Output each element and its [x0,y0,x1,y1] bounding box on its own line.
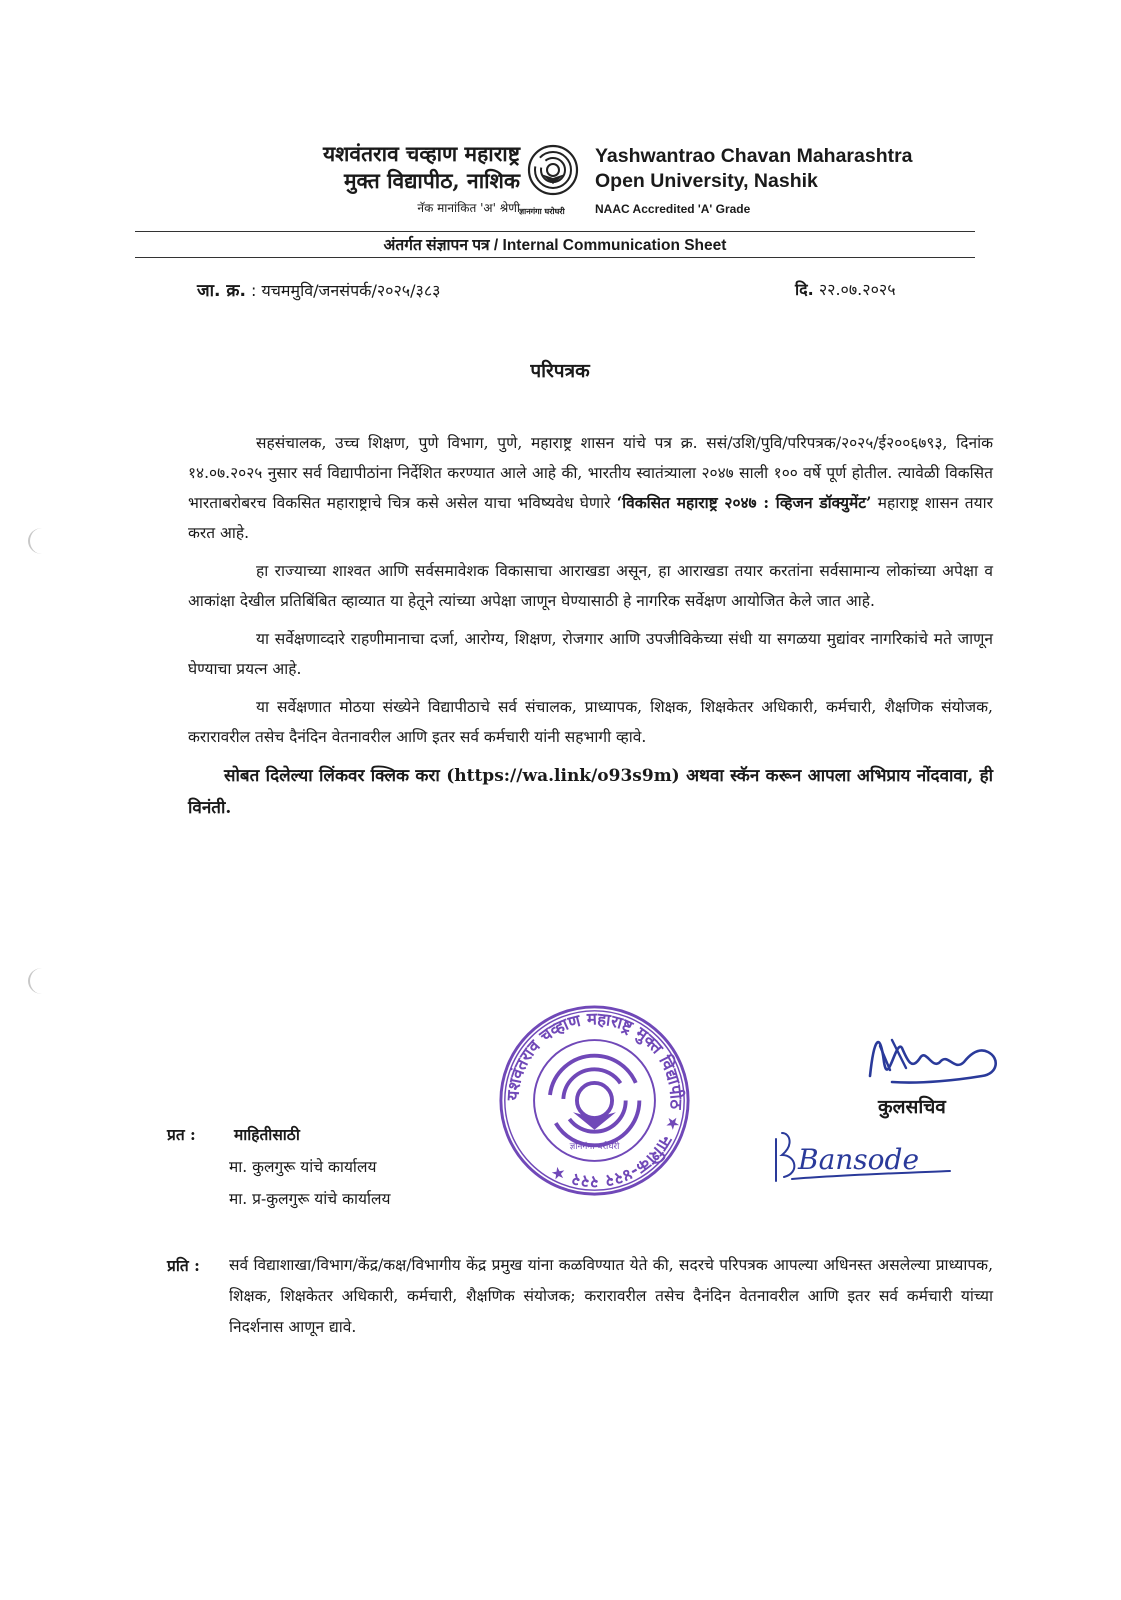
circular-body [188,428,993,832]
university-logo-icon [527,144,579,196]
paragraph-text: महाराष्ट्र शासन तयार करत आहे. [188,494,993,542]
university-name-marathi [135,140,520,216]
copy-label: प्रत : [167,1125,196,1144]
letter-date [795,278,896,300]
accreditation-marathi: नॅक मानांकित 'अ' श्रेणी [417,201,520,215]
registrar-signature [862,1018,1012,1096]
body-paragraph: या सर्वेक्षणाव्दारे राहणीमानाचा दर्जा, आरोग्य, शिक्षण, रोजगार आणि उपजीविकेच्या संधी या सगळया मुद्यांवर नागरिकांचे मते जाणून घेण्याचा प्रयत्न आहे. [188,630,993,678]
letterhead [135,140,985,245]
seal-ring-text: यशवंतराव चव्हाण महाराष्ट्र मुक्त विद्यापीठ ★ नाशिक-४२२ २२२ ★ [503,1009,686,1192]
punch-hole-mark [28,528,56,554]
date-label: दि. [795,280,814,299]
body-paragraph: या सर्वेक्षणात मोठया संख्येने विद्यापीठाचे सर्व संचालक, प्राध्यापक, शिक्षक, शिक्षकेतर अधिकारी, कर्मचारी, शैक्षणिक संयोजक, करारावरील तसेच दैनंदिन वेतनावरील आणि इतर सर्व कर्मचारी यांनी सहभागी व्हावे. [188,698,993,746]
university-name-marathi-line1: यशवंतराव चव्हाण महाराष्ट्र [322,141,520,166]
request-paragraph [188,760,993,824]
reference-value: : यचममुवि/जनसंपर्क/२०२५/३८३ [251,281,441,300]
date-value: २२.०७.२०२५ [818,280,896,299]
registrar-designation: कुलसचिव [878,1096,946,1118]
accreditation-english: NAAC Accredited 'A' Grade [595,202,751,216]
document-title: परिपत्रक [530,360,590,382]
university-name-english-line2: Open University, Nashik [595,170,818,192]
copy-for-action [167,1250,993,1343]
copy-action-text: सर्व विद्याशाखा/विभाग/केंद्र/कक्ष/विभागीय केंद्र प्रमुख यांना कळविण्यात येते की, सदरचे परिपत्रक आपल्या अधिनस्त असलेल्या प्राध्यापक, शिक्षक, शिक्षकेतर अधिकारी, कर्मचारी, शैक्षणिक संयोजक; करारावरील तसेच दैनंदिन वेतनावरील आणि इतर सर्व कर्मचारी यांच्या निदर्शनास आणून द्यावे. [229,1256,993,1336]
seal-inner-caption: ज्ञानगंगा घरोघरी [569,1142,620,1153]
university-seal-stamp [497,1003,692,1198]
request-text: अथवा स्कॅन करून आपला अभिप्राय नोंदवावा, ही विनंती. [188,766,994,818]
survey-link[interactable]: (https://wa.link/o93s9m) [446,766,680,786]
paragraph-text: सहसंचालक, उच्च शिक्षण, पुणे विभाग, पुणे, महाराष्ट्र शासन यांचे पत्र क्र. ससं/उशि/पुवि/परिपत्रक/२०२५/ई२००६७९३, दिनांक १४.०७.२०२५ नुसार सर्व विद्यापीठांना निर्देशित करण्यात आले आहे की, भारतीय स्वातंत्र्याला २०४७ साली १०० वर्षे पूर्ण होतील. त्यावेळी विकसित भारताबरोबरच विकसित महाराष्ट्राचे चित्र कसे असेल याचा भविष्यवेध घेणारे [188,434,993,512]
body-paragraph [188,428,993,548]
university-name-marathi-line2: मुक्त विद्यापीठ, नाशिक [343,168,520,193]
copy-for-information [167,1119,391,1215]
header-divider [135,257,975,258]
university-name-english-line1: Yashwantrao Chavan Maharashtra [595,145,913,167]
request-text: सोबत दिलेल्या लिंकवर क्लिक करा [224,766,440,786]
body-paragraph: हा राज्याच्या शाश्वत आणि सर्वसमावेशक विकासाचा आराखडा असून, हा आराखडा तयार करतांना सर्वसामान्य लोकांच्या अपेक्षा व आकांक्षा देखील प्रतिबिंबित व्हाव्यात या हेतूने त्यांच्या अपेक्षा जाणून घेण्यासाठी हे नागरिक सर्वेक्षण आयोजित केले जात आहे. [188,562,993,610]
punch-hole-mark [28,968,56,994]
header-divider [135,231,975,232]
initial-signature-text: Bansode [798,1143,920,1176]
copy-purpose: माहितीसाठी [233,1125,300,1144]
initial-signature [770,1125,955,1185]
logo-motto: ज्ञानगंगा घरोघरी [519,207,565,216]
sheet-title: अंतर्गत संज्ञापन पत्र / Internal Communication Sheet [383,237,727,254]
vision-document-name: ‘विकसित महाराष्ट्र २०४७ : व्हिजन डॉक्युमेंट’ [616,493,872,512]
copy-action-label: प्रति : [167,1256,200,1275]
copy-recipient: मा. कुलगुरू यांचे कार्यालय [229,1158,377,1176]
reference-number [197,278,440,301]
copy-recipient: मा. प्र-कुलगुरू यांचे कार्यालय [229,1190,391,1208]
university-name-english [595,144,913,216]
reference-label: जा. क्र. [197,281,246,301]
